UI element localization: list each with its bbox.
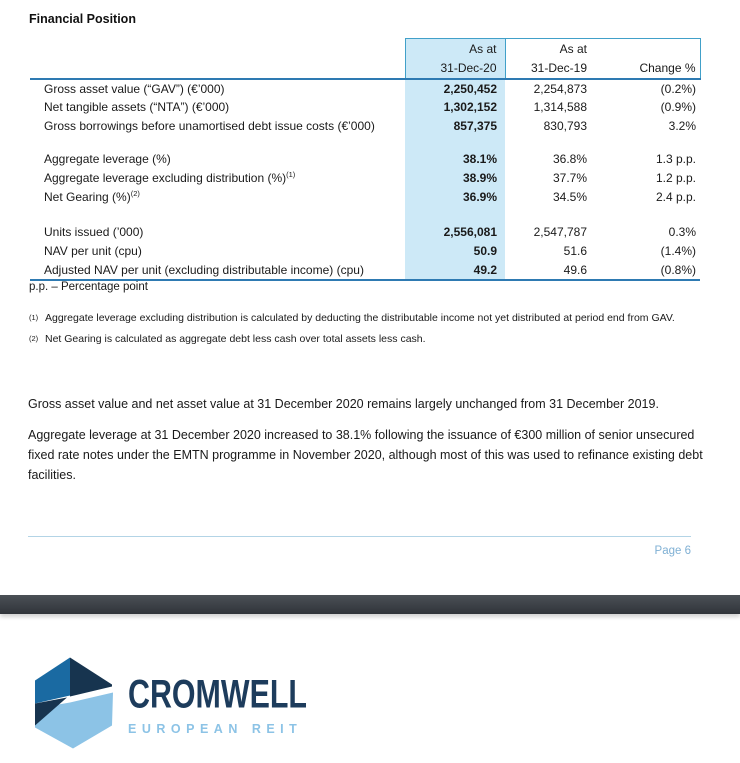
- value-2019: 49.6: [505, 261, 595, 280]
- paragraph-2: Aggregate leverage at 31 December 2020 increased to 38.1% following the issuance of €300 million of senior unsecured fixed rate notes under the EMTN programme in November 2020, although most of this was used to refinance existing debt facilities.: [28, 428, 703, 482]
- page-number: Page 6: [654, 545, 691, 557]
- value-change: (0.9%): [660, 100, 696, 114]
- row-label: Gross asset value (“GAV”) (€’000): [44, 81, 225, 96]
- table-row: [30, 261, 700, 280]
- commentary: [28, 394, 714, 485]
- value-2020: 36.9%: [405, 188, 505, 207]
- header-change-spacer: [595, 39, 700, 59]
- row-label: Units issued (’000): [44, 225, 144, 239]
- value-change: (0.8%): [595, 261, 700, 280]
- value-2019: 830,793: [543, 119, 587, 133]
- table-spacer-row: [30, 136, 700, 150]
- header-2019-date: 31-Dec-19: [505, 59, 595, 79]
- header-2019-asat: As at: [505, 39, 595, 59]
- paragraph-1: Gross asset value and net asset value at 31 December 2020 remains largely unchanged from 31 December 2019.: [28, 397, 659, 411]
- value-2020: 50.9: [405, 242, 505, 261]
- footer-divider: [28, 536, 691, 537]
- abbreviation-key: p.p. – Percentage point: [29, 281, 148, 293]
- value-change: 1.3 p.p.: [655, 152, 696, 166]
- value-2019: 2,254,873: [533, 81, 587, 96]
- value-2020: 2,250,452: [405, 79, 505, 98]
- table-row: [30, 117, 700, 136]
- section-divider-bar: [0, 595, 740, 614]
- value-2020: 38.9%: [405, 169, 505, 188]
- table-row: [30, 188, 700, 207]
- row-label: Net Gearing (%): [44, 190, 131, 204]
- value-change: 2.4 p.p.: [655, 190, 696, 204]
- header-spacer: [30, 39, 405, 59]
- value-2020: 2,556,081: [405, 223, 505, 242]
- footnote-ref-1: (1): [286, 170, 296, 179]
- value-2019: 34.5%: [552, 190, 587, 204]
- header-change: Change %: [595, 59, 700, 79]
- value-2019: 37.7%: [552, 171, 587, 185]
- table-row: [30, 242, 700, 261]
- footnote-marker: (1): [29, 313, 39, 322]
- table-row: [30, 223, 700, 242]
- row-label: Gross borrowings before unamortised debt issue costs (€’000): [44, 119, 375, 133]
- footnote-marker: (2): [29, 333, 39, 343]
- value-2019: 2,547,787: [533, 225, 587, 239]
- table-row: [30, 150, 700, 169]
- value-2019: 36.8%: [552, 152, 587, 166]
- brand-name: CROMWELL: [128, 672, 307, 717]
- value-change: 1.2 p.p.: [655, 171, 696, 185]
- table-row: [30, 169, 700, 188]
- value-2020: 38.1%: [405, 150, 505, 169]
- header-spacer: [30, 59, 405, 79]
- page-title: Financial Position: [29, 12, 136, 26]
- footnotes: [29, 311, 713, 353]
- brand-subtitle: EUROPEAN REIT: [128, 722, 303, 736]
- row-label: NAV per unit (cpu): [44, 244, 142, 258]
- value-change: (0.2%): [660, 81, 696, 96]
- table-spacer-row: [30, 207, 700, 223]
- cromwell-logo: [33, 653, 352, 754]
- value-2020: 857,375: [405, 117, 505, 136]
- footnote-2: [29, 332, 713, 348]
- row-label: Net tangible assets (“NTA”) (€’000): [44, 100, 230, 114]
- financial-position-table: [30, 38, 701, 281]
- value-change: (1.4%): [660, 244, 696, 258]
- value-change: 3.2%: [668, 119, 696, 133]
- table-row: [30, 79, 700, 98]
- footnote-text: Aggregate leverage excluding distribution is calculated by deducting the distributable income not yet distributed at period end from GAV.: [45, 312, 675, 324]
- table-row: [30, 98, 700, 117]
- row-label: Aggregate leverage (%): [44, 152, 171, 166]
- value-2020: 49.2: [405, 261, 505, 280]
- cromwell-logo-icon: [33, 653, 115, 754]
- table-header-row-2: [30, 59, 700, 79]
- table-header-row-1: [30, 39, 700, 59]
- logo-text: [128, 653, 352, 736]
- footnote-1: [29, 311, 713, 327]
- footnote-ref-2: (2): [130, 189, 140, 198]
- value-2019: 51.6: [563, 244, 587, 258]
- value-2020: 1,302,152: [405, 98, 505, 117]
- row-label: Adjusted NAV per unit (excluding distributable income) (cpu): [44, 262, 364, 277]
- value-change: 0.3%: [668, 225, 696, 239]
- value-2019: 1,314,588: [533, 100, 587, 114]
- row-label: Aggregate leverage excluding distribution (%): [44, 171, 287, 185]
- footnote-text: Net Gearing is calculated as aggregate debt less cash over total assets less cash.: [45, 332, 426, 345]
- header-2020-date: 31-Dec-20: [405, 59, 505, 79]
- header-2020-asat: As at: [405, 39, 505, 59]
